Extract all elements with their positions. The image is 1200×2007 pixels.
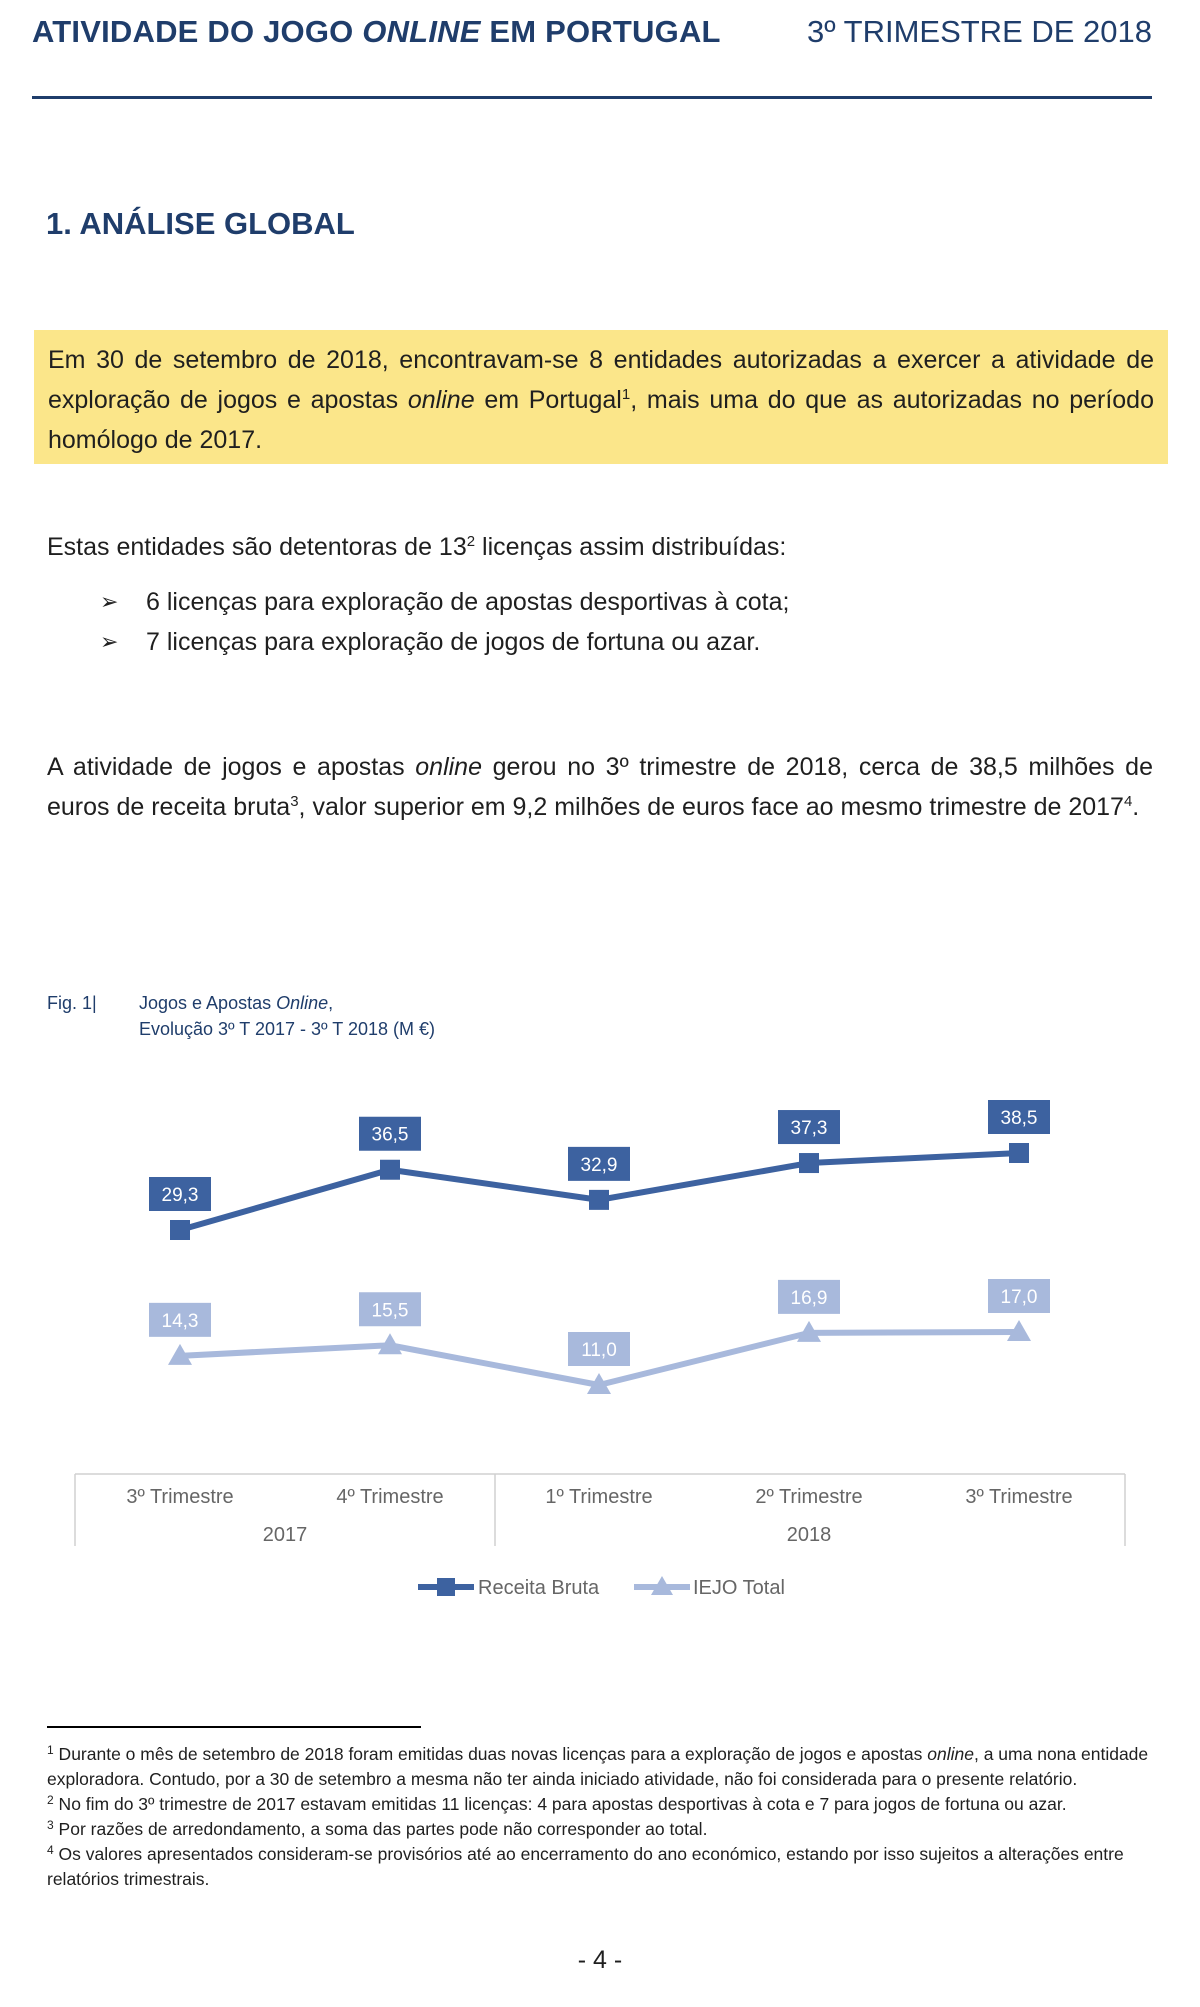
data-label: 11,0: [581, 1340, 617, 1361]
x-tick-label: 4º Trimestre: [336, 1486, 444, 1508]
data-point: [1009, 1143, 1029, 1163]
legend-label: IEJO Total: [693, 1577, 785, 1599]
data-label: 15,5: [371, 1300, 409, 1322]
list-item: ➢ 6 licenças para exploração de apostas desportivas à cota;: [100, 582, 789, 622]
data-point: [380, 1160, 400, 1180]
data-label: 14,3: [161, 1310, 199, 1332]
footnote-1: $^1$ Durante o mês de setembro de 2018 foram emitidas duas novas licenças para a exploração de jogos e apostas online, a uma nona entidade exploradora. Contudo, por a 30 de setembro a mesma não ter ainda iniciado atividade, não foi considerada para o presente relatório.: [47, 1743, 1149, 1789]
x-tick-label: 3º Trimestre: [965, 1486, 1073, 1508]
x-tick-label: 2º Trimestre: [755, 1486, 863, 1508]
arrow-bullet-icon: ➢: [100, 629, 119, 654]
x-tick-label: 1º Trimestre: [545, 1486, 653, 1508]
header-period: 3º TRIMESTRE DE 2018: [807, 14, 1152, 49]
header-title: ATIVIDADE DO JOGO ONLINE EM PORTUGAL: [32, 14, 721, 49]
data-point: [799, 1153, 819, 1173]
x-group-label: 2018: [786, 1524, 832, 1546]
footnote-2: $^2$ No fim do 3º trimestre de 2017 estavam emitidas 11 licenças: 4 para apostas desportivas à cota e 7 para jogos de fortuna ou azar.: [47, 1793, 1067, 1814]
footnote-4: $^4$ Os valores apresentados consideram-se provisórios até ao encerramento do ano económico, estando por isso sujeitos a alterações entre relatórios trimestrais.: [47, 1843, 1124, 1889]
line-chart: [0, 1070, 1200, 1630]
data-label: 36,5: [371, 1124, 409, 1146]
revenue-paragraph: A atividade de jogos e apostas online gerou no 3º trimestre de 2018, cerca de 38,5 milhões de euros de receita bruta$^3$, valor superior em 9,2 milhões de euros face ao mesmo trimestre de 2017$^4$.: [47, 753, 1153, 821]
data-label: 17,0: [1000, 1287, 1038, 1308]
page-header: [32, 14, 1152, 104]
x-group-label: 2017: [262, 1524, 308, 1546]
data-label: 16,9: [790, 1287, 828, 1309]
footnote-divider: [47, 1726, 421, 1728]
highlight-box: Em 30 de setembro de 2018, encontravam-se 8 entidades autorizadas a exercer a atividade de exploração de jogos e apostas online em Portugal$^1$, mais uma do que as autorizadas no período homólogo de 2017.: [34, 330, 1168, 464]
legend-marker: [437, 1578, 455, 1596]
data-label: 37,3: [790, 1118, 828, 1140]
list-item: ➢ 7 licenças para exploração de jogos de fortuna ou azar.: [100, 622, 789, 662]
footnote-3: $^3$ Por razões de arredondamento, a soma das partes pode não corresponder ao total.: [47, 1818, 708, 1839]
data-label: 29,3: [161, 1185, 199, 1206]
data-point: [589, 1190, 609, 1210]
legend-label: Receita Bruta: [478, 1577, 600, 1599]
x-tick-label: 3º Trimestre: [126, 1486, 234, 1508]
data-point: [170, 1220, 190, 1240]
footnotes: [47, 1742, 1153, 1892]
licenses-paragraph: Estas entidades são detentoras de $13^2$ licenças assim distribuídas:: [47, 533, 787, 561]
licenses-list: [100, 582, 789, 662]
page-number: - 4 -: [577, 1946, 623, 1974]
header-divider: [32, 96, 1152, 99]
data-label: 32,9: [580, 1154, 618, 1176]
figure-number: Fig. 1|: [47, 993, 97, 1013]
arrow-bullet-icon: ➢: [100, 589, 119, 614]
data-label: 38,5: [1000, 1108, 1038, 1129]
figure-title: Jogos e Apostas Online, Evolução 3º T 2017 - 3º T 2018 (M €): [139, 993, 435, 1039]
section-title: 1. ANÁLISE GLOBAL: [46, 206, 355, 241]
